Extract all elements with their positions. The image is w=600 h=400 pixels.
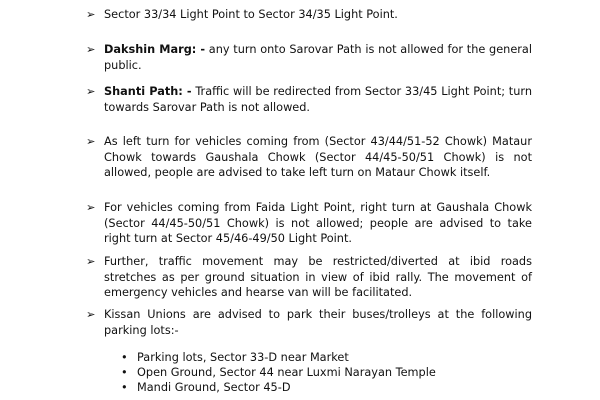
item-traffic-movement: [104, 254, 532, 301]
list-item-text: Mandi Ground, Sector 45-D: [137, 381, 291, 395]
arrow-bullet-icon: ➢: [86, 308, 96, 321]
bullet-dot-icon: •: [121, 351, 128, 364]
item-lead: Shanti Path: -: [104, 85, 192, 98]
arrow-bullet-icon: ➢: [86, 255, 96, 268]
list-item-text: Open Ground, Sector 44 near Luxmi Narayan Temple: [137, 366, 436, 380]
item-kissan-unions: [104, 307, 532, 338]
item-text: Further, traffic movement may be restricted/diverted at ibid roads stretches as per ground situation in view of ibid rally. The movement of emergency vehicles and hearse van will be facilitated.: [104, 255, 532, 299]
list-item: [121, 350, 436, 365]
parking-lots-list: [121, 350, 436, 396]
arrow-bullet-icon: ➢: [86, 8, 96, 21]
bullet-dot-icon: •: [121, 366, 128, 380]
item-text: As left turn for vehicles coming from (Sector 43/44/51-52 Chowk) Mataur Chowk towards Gaushala Chowk (Sector 44/45-50/51 Chowk) is not allowed, people are advised to take left turn on Mataur Chowk itself.: [104, 135, 532, 179]
item-text: any turn onto Sarovar Path is not allowed for the general public.: [104, 43, 532, 72]
item-shanti-path: [104, 84, 532, 115]
arrow-bullet-icon: ➢: [86, 135, 96, 148]
item-sector-33-34: [104, 7, 532, 23]
list-item: [121, 365, 436, 380]
item-text: For vehicles coming from Faida Light Point, right turn at Gaushala Chowk (Sector 44/45-50/51 Chowk) is not allowed; people are advised to take right turn at Sector 45/46-49/50 Light Point.: [104, 201, 532, 245]
arrow-bullet-icon: ➢: [86, 85, 96, 98]
list-item: [121, 380, 436, 395]
list-item-text: Parking lots, Sector 33-D near Market: [137, 351, 349, 364]
item-lead: Dakshin Marg: -: [104, 43, 206, 56]
item-mataur-chowk: [104, 134, 532, 181]
item-text: Traffic will be redirected from Sector 33/45 Light Point; turn towards Sarovar Path is not allowed.: [104, 85, 532, 114]
item-dakshin-marg: [104, 42, 532, 73]
item-text: Kissan Unions are advised to park their buses/trolleys at the following parking lots:-: [104, 308, 532, 337]
arrow-bullet-icon: ➢: [86, 201, 96, 214]
arrow-bullet-icon: ➢: [86, 43, 96, 56]
item-faida-light-point: [104, 200, 532, 247]
bullet-dot-icon: •: [121, 381, 128, 395]
item-text: Sector 33/34 Light Point to Sector 34/35 Light Point.: [104, 8, 398, 21]
